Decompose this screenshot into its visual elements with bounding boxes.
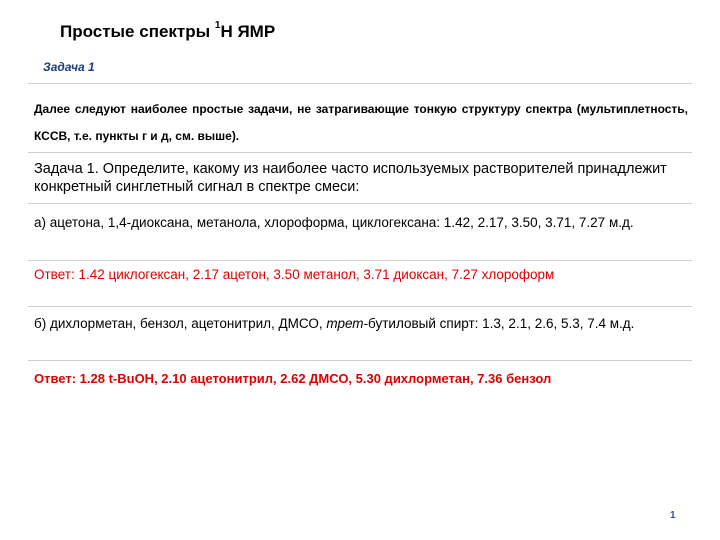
divider	[28, 152, 692, 153]
intro-paragraph: Далее следуют наиболее простые задачи, не затрагивающие тонкую структуру спектра (мультиплетность, КССВ, т.е. пункты г и д, см. выше).	[34, 102, 688, 143]
question-a: а) ацетона, 1,4-диоксана, метанола, хлороформа, циклогексана: 1.42, 2.17, 3.50, 3.71, 7.27 м.д.	[34, 215, 634, 230]
divider	[28, 360, 692, 361]
task-statement: Задача 1. Определите, какому из наиболее часто используемых растворителей принадлежит конкретный синглетный сигнал в спектре смеси:	[34, 161, 667, 195]
title-superscript: 1	[214, 20, 221, 31]
title-text: Простые спектры	[60, 22, 215, 41]
question-b: б) дихлорметан, бензол, ацетонитрил, ДМСО, трет-бутиловый спирт: 1.3, 2.1, 2.6, 5.3, 7.4 м.д.	[34, 316, 635, 331]
italic-term: трет	[326, 316, 364, 331]
page-number: 1	[670, 510, 676, 521]
divider	[28, 203, 692, 204]
divider	[28, 83, 692, 84]
task-subtitle: Задача 1	[43, 60, 95, 74]
divider	[28, 306, 692, 307]
answer-b: Ответ: 1.28 t-BuOH, 2.10 ацетонитрил, 2.62 ДМСО, 5.30 дихлорметан, 7.36 бензол	[34, 371, 552, 386]
title-text-rest: H ЯМР	[220, 22, 276, 41]
divider	[28, 260, 692, 261]
answer-a: Ответ: 1.42 циклогексан, 2.17 ацетон, 3.50 метанол, 3.71 диоксан, 7.27 хлороформ	[34, 267, 555, 282]
page-title	[60, 22, 275, 42]
